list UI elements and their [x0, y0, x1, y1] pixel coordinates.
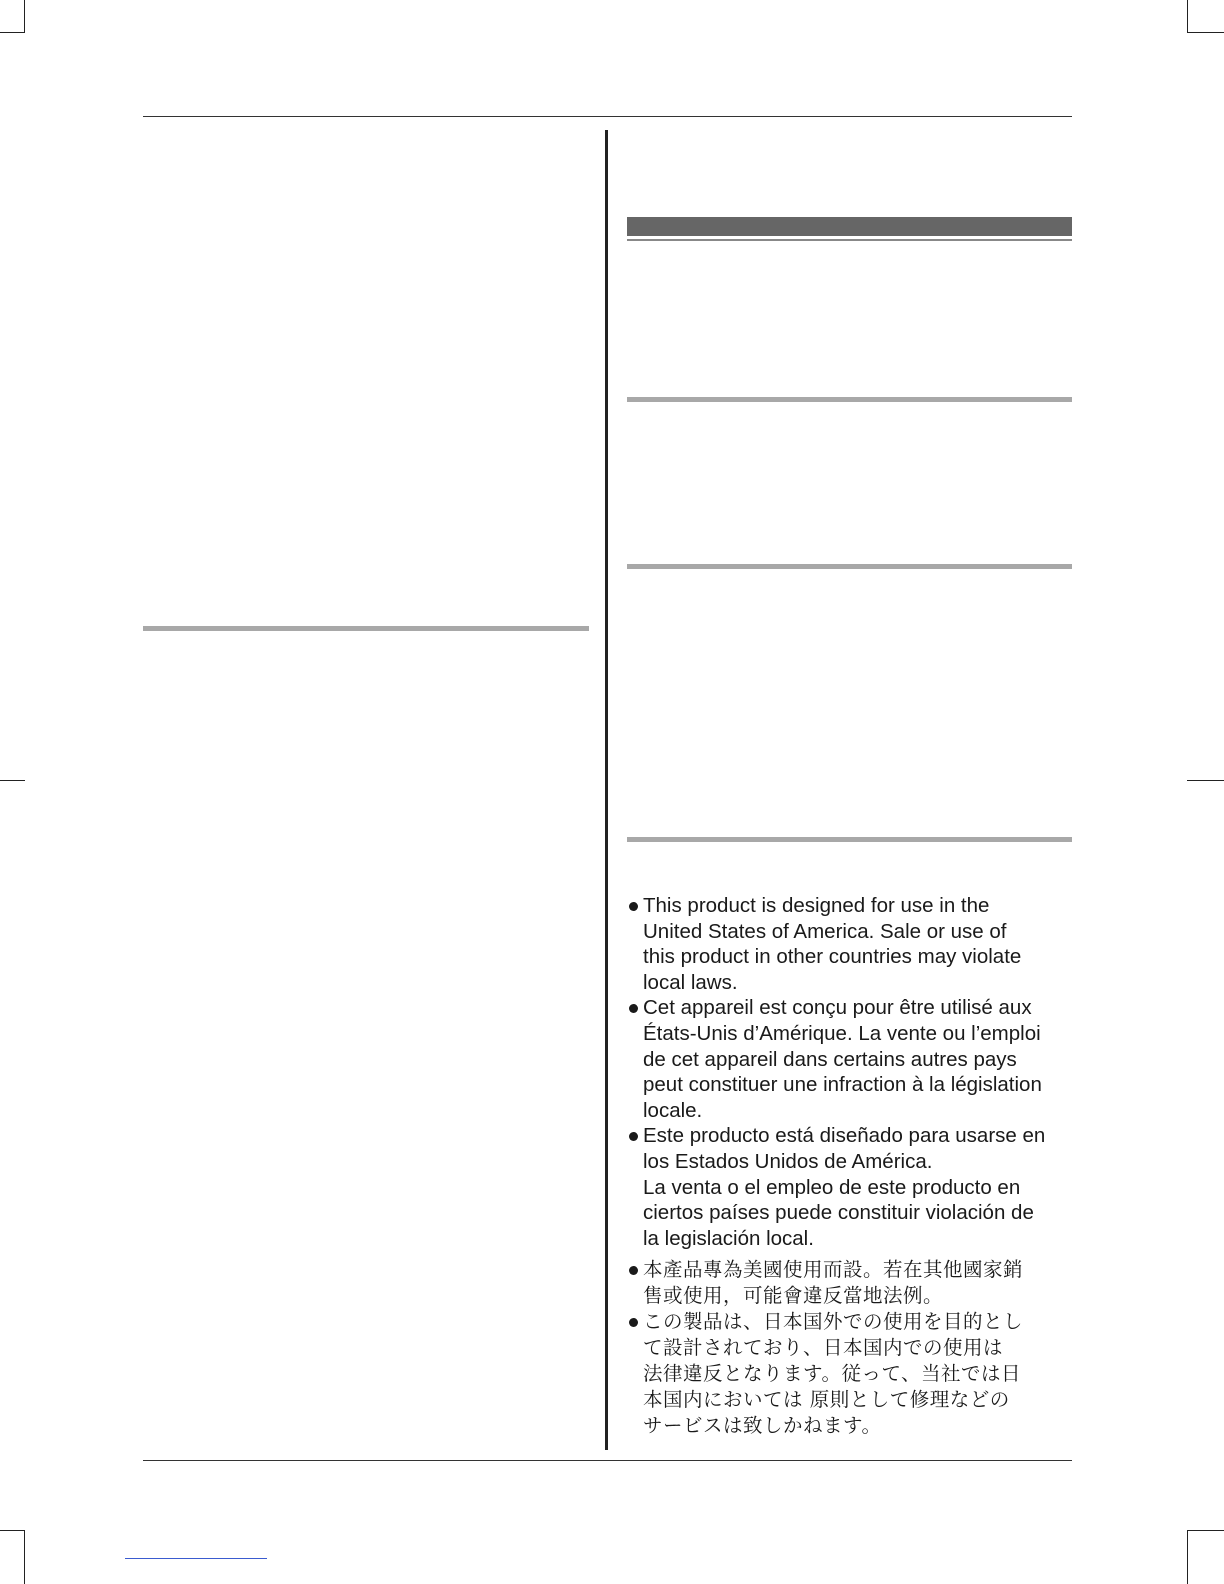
bullet-icon — [629, 1004, 638, 1013]
section-divider — [627, 397, 1072, 402]
notice-french — [627, 995, 1072, 1123]
crop-mark-bottom-right — [1187, 1530, 1188, 1584]
header-rule — [143, 116, 1072, 117]
crop-mark-top-right — [1187, 32, 1224, 33]
bullet-icon — [629, 1132, 638, 1141]
notice-chinese — [627, 1257, 1072, 1309]
notice-line: ciertos países puede constituir violación de — [643, 1201, 1034, 1225]
section-divider — [627, 837, 1072, 842]
column-divider — [605, 130, 608, 1450]
crop-mark-top-left — [0, 32, 25, 33]
notice-line: サービスは致しかねます。 — [643, 1414, 882, 1438]
crop-mark-mid-right — [1187, 780, 1224, 781]
section-header-bar — [627, 217, 1072, 236]
bullet-icon — [629, 1318, 638, 1327]
crop-mark-bottom-left — [24, 1530, 25, 1584]
notice-line: この製品は、日本国外での使用を目的とし — [643, 1310, 1024, 1334]
footer-link-underline — [125, 1558, 267, 1559]
notice-line: la legislación local. — [643, 1226, 814, 1250]
notice-line: 本產品專為美國使用而設。若在其他國家銷 — [643, 1258, 1024, 1282]
bullet-icon — [629, 902, 638, 911]
notice-line: local laws. — [643, 970, 738, 994]
crop-mark-bottom-left — [0, 1530, 25, 1531]
notice-spanish — [627, 1123, 1072, 1251]
notice-line: de cet appareil dans certains autres pays — [643, 1047, 1017, 1071]
crop-mark-top-left — [24, 0, 25, 32]
notice-line: 法律違反となります。従って、当社では日 — [643, 1362, 1022, 1386]
notice-japanese — [627, 1309, 1072, 1439]
bullet-icon — [629, 1266, 638, 1275]
section-divider — [627, 564, 1072, 569]
notice-line: los Estados Unidos de América. — [643, 1149, 933, 1173]
notice-line: peut constituer une infraction à la législation — [643, 1073, 1042, 1097]
notice-line: 售或使用，可能會違反當地法例。 — [643, 1284, 944, 1308]
notice-line: Este producto está diseñado para usarse en — [643, 1124, 1046, 1148]
crop-mark-bottom-right — [1187, 1530, 1224, 1531]
crop-mark-mid-left — [0, 780, 25, 781]
notice-line: La venta o el empleo de este producto en — [643, 1175, 1021, 1199]
notice-line: Cet appareil est conçu pour être utilisé aux — [643, 996, 1032, 1020]
notice-line: États-Unis d’Amérique. La vente ou l’emploi — [643, 1021, 1041, 1045]
notice-english — [627, 893, 1072, 995]
footer-rule — [143, 1460, 1072, 1461]
section-divider — [143, 626, 589, 631]
section-header-underline — [627, 239, 1072, 241]
notice-line: て設計されており、日本国内での使用は — [643, 1336, 1004, 1360]
notice-line: locale. — [643, 1098, 703, 1122]
usage-notice-list — [627, 893, 1072, 1439]
notice-line: 本国内においては 原則として修理などの — [643, 1388, 1010, 1412]
notice-line: this product in other countries may violate — [643, 945, 1022, 969]
notice-line: This product is designed for use in the — [643, 894, 990, 917]
crop-mark-top-right — [1187, 0, 1188, 32]
notice-line: United States of America. Sale or use of — [643, 919, 1007, 943]
